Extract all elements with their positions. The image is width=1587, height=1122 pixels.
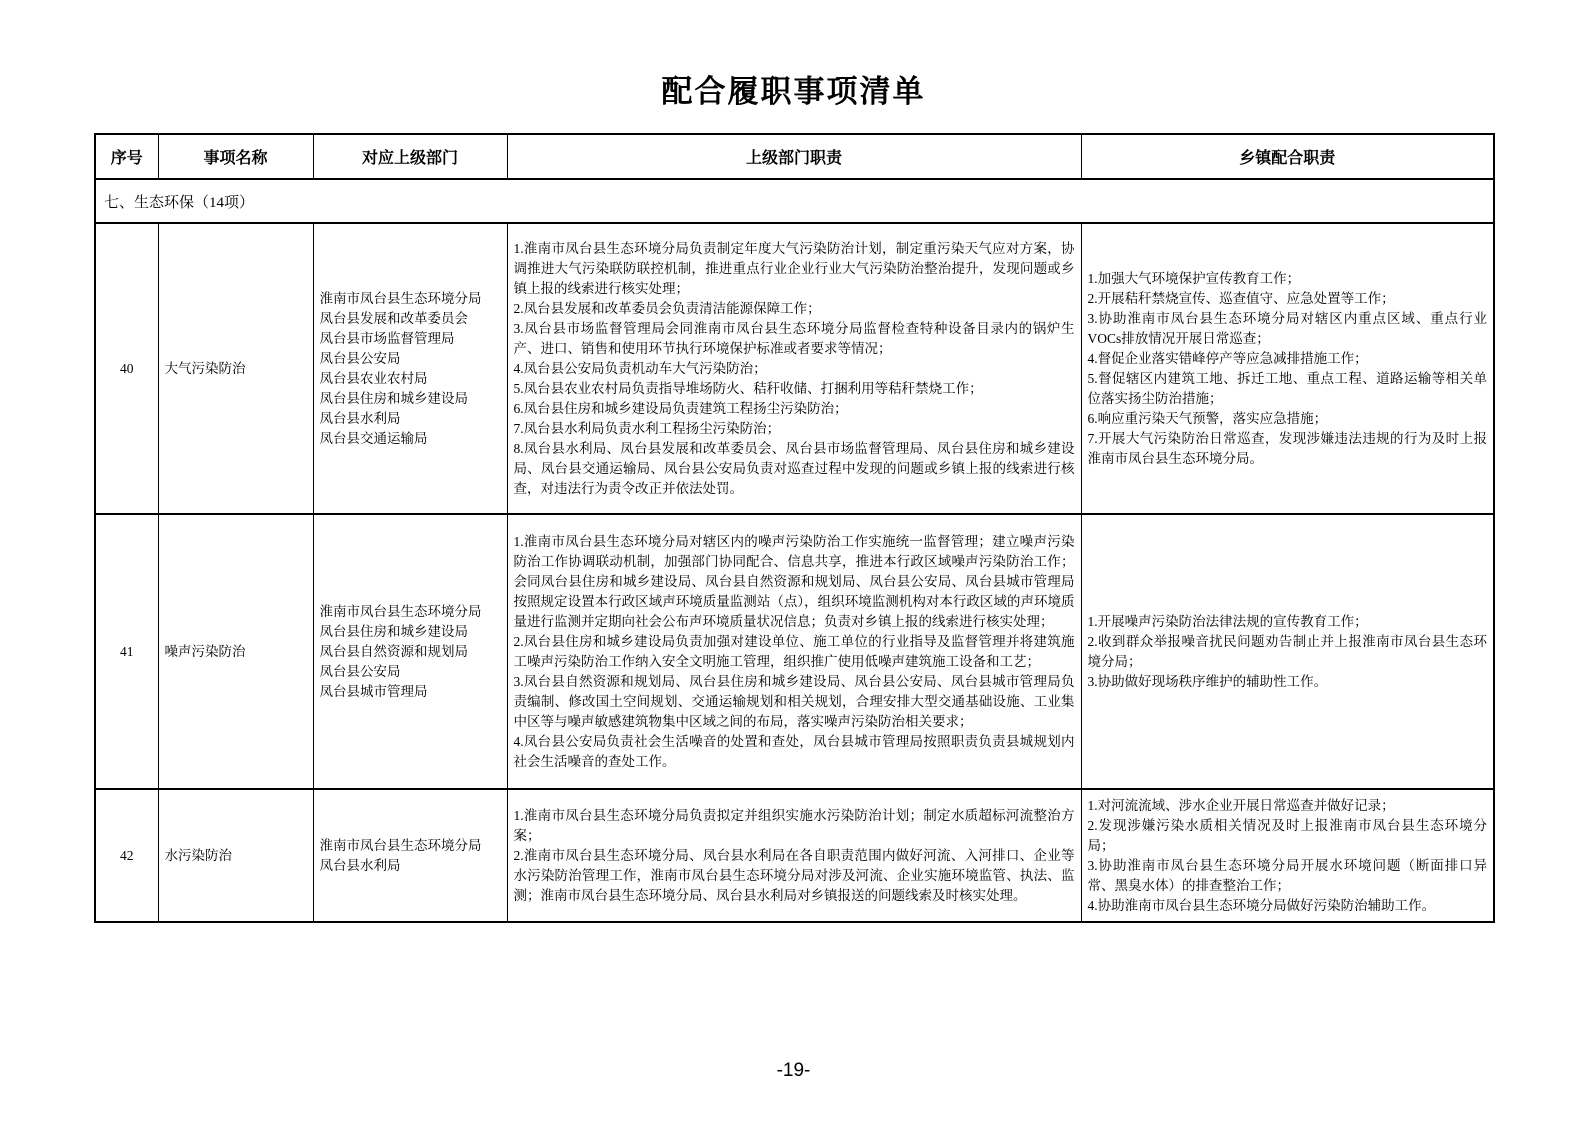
page-title: 配合履职事项清单 <box>661 74 926 109</box>
department-line: 凤台县公安局 <box>319 663 401 679</box>
header-no: 序号 <box>95 134 158 179</box>
row-no: 42 <box>95 789 158 922</box>
section-row <box>95 179 1494 223</box>
page-number: -19- <box>776 1060 811 1081</box>
row-item-name: 大气污染防治 <box>158 223 313 514</box>
row-item-name: 水污染防治 <box>158 789 313 922</box>
superior-duty-item: 2.凤台县住房和城乡建设局负责加强对建设单位、施工单位的行业指导及监督管理并将建筑施工噪声污染防治工作纳入安全文明施工管理，组织推广使用低噪声建筑施工设备和工艺； <box>513 633 1075 669</box>
table-row-42 <box>95 789 1494 922</box>
superior-duty-list <box>514 806 1075 906</box>
township-duty-item: 6.响应重污染天气预警，落实应急措施； <box>1087 410 1328 426</box>
department-list <box>320 836 501 876</box>
township-duty-item: 3.协助做好现场秩序维护的辅助性工作。 <box>1087 673 1328 689</box>
row-departments-cell <box>313 789 507 922</box>
township-duty-item: 4.协助淮南市凤台县生态环境分局做好污染防治辅助工作。 <box>1087 897 1436 913</box>
department-line: 凤台县水利局 <box>319 410 401 426</box>
superior-duty-list <box>514 532 1075 772</box>
superior-duty-item: 8.凤台县水利局、凤台县发展和改革委员会、凤台县市场监督管理局、凤台县住房和城乡建设局、凤台县交通运输局、凤台县公安局负责对巡查过程中发现的问题或乡镇上报的线索进行核查，对违法行为责令改正并依法处罚。 <box>513 440 1075 496</box>
superior-duty-item: 2.淮南市凤台县生态环境分局、凤台县水利局在各自职责范围内做好河流、入河排口、企业等水污染防治管理工作，淮南市凤台县生态环境分局对涉及河流、企业实施环境监管、执法、监测；淮南市凤台县生态环境分局、凤台县水利局对乡镇报送的问题线索及时核实处理。 <box>513 847 1075 903</box>
header-item-name: 事项名称 <box>158 134 313 179</box>
township-duty-item: 5.督促辖区内建筑工地、拆迁工地、重点工程、道路运输等相关单位落实扬尘防治措施； <box>1087 370 1487 406</box>
department-line: 凤台县住房和城乡建设局 <box>319 623 468 639</box>
department-line: 凤台县公安局 <box>319 350 401 366</box>
duty-table <box>94 133 1495 923</box>
township-duty-list <box>1088 269 1488 469</box>
township-duty-item: 4.督促企业落实错峰停产等应急减排措施工作； <box>1087 350 1368 366</box>
department-line: 凤台县发展和改革委员会 <box>319 310 468 326</box>
township-duty-item: 3.协助淮南市凤台县生态环境分局开展水环境问题（断面排口异常、黑臭水体）的排查整治工作； <box>1087 857 1487 893</box>
row-no: 41 <box>95 514 158 789</box>
superior-duty-item: 4.凤台县公安局负责社会生活噪音的处置和查处，凤台县城市管理局按照职责负责县城规划内社会生活噪音的查处工作。 <box>513 733 1075 769</box>
row-township-duties-cell <box>1081 223 1494 514</box>
section-label: 七、生态环保（14项） <box>95 179 1494 223</box>
department-line: 凤台县自然资源和规划局 <box>319 643 468 659</box>
township-duty-list <box>1088 612 1488 692</box>
row-item-name: 噪声污染防治 <box>158 514 313 789</box>
township-duty-item: 3.协助淮南市凤台县生态环境分局对辖区内重点区域、重点行业VOCs排放情况开展日常巡查； <box>1087 310 1487 346</box>
superior-duty-item: 1.淮南市凤台县生态环境分局负责制定年度大气污染防治计划，制定重污染天气应对方案，协调推进大气污染联防联控机制，推进重点行业企业行业大气污染防治整治提升，发现问题或乡镇上报的线索进行核实处理； <box>513 240 1075 296</box>
township-duty-item: 1.加强大气环境保护宣传教育工作； <box>1087 270 1301 286</box>
superior-duty-item: 5.凤台县农业农村局负责指导堆场防火、秸秆收储、打捆利用等秸秆禁烧工作； <box>513 380 983 396</box>
superior-duty-item: 7.凤台县水利局负责水利工程扬尘污染防治； <box>513 420 781 436</box>
table-header-row <box>95 134 1494 179</box>
township-duty-list <box>1088 796 1488 916</box>
township-duty-item: 2.开展秸秆禁烧宣传、巡查值守、应急处置等工作； <box>1087 290 1395 306</box>
header-township-duty: 乡镇配合职责 <box>1081 134 1494 179</box>
superior-duty-item: 1.淮南市凤台县生态环境分局负责拟定并组织实施水污染防治计划；制定水质超标河流整治方案； <box>513 807 1075 843</box>
township-duty-item: 2.收到群众举报噪音扰民问题劝告制止并上报淮南市凤台县生态环境分局； <box>1087 633 1487 669</box>
department-list <box>320 289 501 449</box>
department-line: 凤台县交通运输局 <box>319 430 428 446</box>
row-departments-cell <box>313 514 507 789</box>
department-line: 凤台县市场监督管理局 <box>319 330 455 346</box>
township-duty-item: 7.开展大气污染防治日常巡查，发现涉嫌违法违规的行为及时上报淮南市凤台县生态环境分局。 <box>1087 430 1487 466</box>
superior-duty-item: 4.凤台县公安局负责机动车大气污染防治； <box>513 360 767 376</box>
row-township-duties-cell <box>1081 514 1494 789</box>
department-line: 淮南市凤台县生态环境分局 <box>319 603 482 619</box>
department-line: 淮南市凤台县生态环境分局 <box>319 837 482 853</box>
township-duty-item: 1.对河流流域、涉水企业开展日常巡查并做好记录； <box>1087 797 1395 813</box>
row-superior-duties-cell <box>507 789 1081 922</box>
department-line: 凤台县水利局 <box>319 857 401 873</box>
header-superior-duty: 上级部门职责 <box>507 134 1081 179</box>
row-no: 40 <box>95 223 158 514</box>
department-list <box>320 602 501 702</box>
row-superior-duties-cell <box>507 223 1081 514</box>
superior-duty-item: 6.凤台县住房和城乡建设局负责建筑工程扬尘污染防治； <box>513 400 848 416</box>
row-superior-duties-cell <box>507 514 1081 789</box>
superior-duty-item: 3.凤台县自然资源和规划局、凤台县住房和城乡建设局、凤台县公安局、凤台县城市管理局负责编制、修改国土空间规划、交通运输规划和相关规划，合理安排大型交通基础设施、工业集中区等与噪声敏感建筑物集中区域之间的布局，落实噪声污染防治相关要求； <box>513 673 1075 729</box>
department-line: 凤台县农业农村局 <box>319 370 428 386</box>
superior-duty-list <box>514 239 1075 499</box>
row-township-duties-cell <box>1081 789 1494 922</box>
township-duty-item: 2.发现涉嫌污染水质相关情况及时上报淮南市凤台县生态环境分局； <box>1087 817 1487 853</box>
department-line: 凤台县住房和城乡建设局 <box>319 390 468 406</box>
row-departments-cell <box>313 223 507 514</box>
header-department: 对应上级部门 <box>313 134 507 179</box>
department-line: 凤台县城市管理局 <box>319 683 428 699</box>
township-duty-item: 1.开展噪声污染防治法律法规的宣传教育工作； <box>1087 613 1368 629</box>
table-row-41 <box>95 514 1494 789</box>
department-line: 淮南市凤台县生态环境分局 <box>319 290 482 306</box>
superior-duty-item: 1.淮南市凤台县生态环境分局对辖区内的噪声污染防治工作实施统一监督管理；建立噪声污染防治工作协调联动机制，加强部门协同配合、信息共享，推进本行政区域噪声污染防治工作；会同凤台县住房和城乡建设局、凤台县自然资源和规划局、凤台县公安局、凤台县城市管理局按照规定设置本行政区域声环境质量监测站（点），组织环境监测机构对本行政区域的声环境质量进行监测并定期向社会公布声环境质量状况信息；负责对乡镇上报的线索进行核实处理； <box>513 533 1075 629</box>
superior-duty-item: 2.凤台县发展和改革委员会负责清洁能源保障工作； <box>513 300 821 316</box>
table-row-40 <box>95 223 1494 514</box>
superior-duty-item: 3.凤台县市场监督管理局会同淮南市凤台县生态环境分局监督检查特种设备目录内的锅炉生产、进口、销售和使用环节执行环境保护标准或者要求等情况； <box>513 320 1075 356</box>
